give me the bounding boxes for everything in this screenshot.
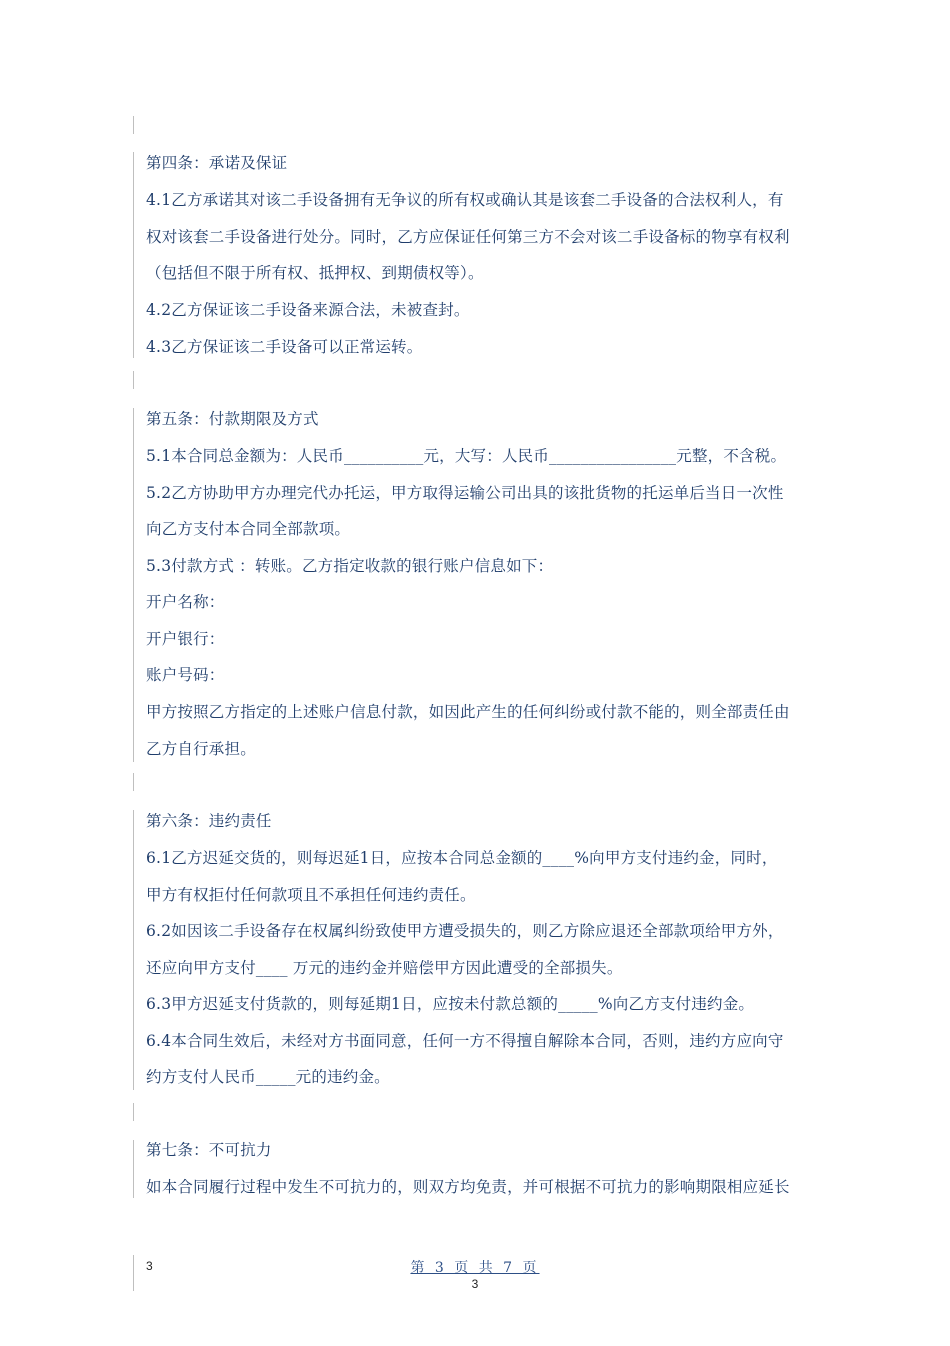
footer-page-indicator: 第 3 页 共 7 页 [410, 1260, 540, 1276]
article6-clause4-line1: 6.4本合同生效后，未经对方书面同意，任何一方不得擅自解除本合同，否则，违约方应向守 [146, 1032, 784, 1050]
article4-clause1-line3: （包括但不限于所有权、抵押权、到期债权等）。 [146, 264, 484, 282]
margin-bar [133, 1140, 134, 1198]
margin-bar [133, 371, 134, 389]
article6-clause2-line2: 还应向甲方支付____ 万元的违约金并赔偿甲方因此遭受的全部损失。 [146, 959, 623, 977]
article5-note-line1: 甲方按照乙方指定的上述账户信息付款，如因此产生的任何纠纷或付款不能的，则全部责任由 [146, 703, 790, 721]
article6-clause1-line1: 6.1乙方迟延交货的，则每迟延1日，应按本合同总金额的____%向甲方支付违约金，同时， [146, 849, 778, 867]
bank-label: 开户银行： [146, 630, 225, 648]
article5-clause3: 5.3付款方式 ：转账。乙方指定收款的银行账户信息如下： [146, 557, 554, 575]
article6-clause4-line2: 约方支付人民币_____元的违约金。 [146, 1068, 390, 1086]
article5-clause2-line2: 向乙方支付本合同全部款项。 [146, 520, 351, 538]
article7-title: 第七条：不可抗力 [146, 1141, 272, 1159]
article4-clause1-line2: 权对该套二手设备进行处分。同时，乙方应保证任何第三方不会对该二手设备标的物享有权利 [146, 228, 790, 246]
article7-clause-line1: 如本合同履行过程中发生不可抗力的，则双方均免责，并可根据不可抗力的影响期限相应延长 [146, 1178, 790, 1196]
article5-clause1: 5.1本合同总金额为：人民币__________元，大写：人民币________________元整，不含税。 [146, 447, 787, 465]
article4-clause1-line1: 4.1乙方承诺其对该二手设备拥有无争议的所有权或确认其是该套二手设备的合法权利人，有 [146, 191, 784, 209]
article4-clause2: 4.2乙方保证该二手设备来源合法，未被查封。 [146, 301, 470, 319]
article6-clause3: 6.3甲方迟延支付货款的，则每延期1日，应按未付款总额的_____%向乙方支付违约金。 [146, 995, 755, 1013]
margin-bar [133, 773, 134, 791]
article5-note-line2: 乙方自行承担。 [146, 740, 256, 758]
article5-clause2-line1: 5.2乙方协助甲方办理完代办托运，甲方取得运输公司出具的该批货物的托运单后当日一次性 [146, 484, 784, 502]
article6-clause1-line2: 甲方有权拒付任何款项且不承担任何违约责任。 [146, 886, 476, 904]
article6-clause2-line1: 6.2如因该二手设备存在权属纠纷致使甲方遭受损失的，则乙方除应退还全部款项给甲方外， [146, 922, 784, 940]
account-number-label: 账户号码： [146, 666, 225, 684]
footer-left-number: 3 [146, 1259, 153, 1273]
article5-title: 第五条：付款期限及方式 [146, 410, 319, 428]
margin-bar [133, 116, 134, 134]
footer-page-number: 3 [471, 1277, 479, 1291]
margin-bar [133, 408, 134, 762]
article4-title: 第四条：承诺及保证 [146, 154, 288, 172]
margin-bar [133, 810, 134, 1090]
account-name-label: 开户名称： [146, 593, 225, 611]
article4-clause3: 4.3乙方保证该二手设备可以正常运转。 [146, 338, 423, 356]
margin-bar [133, 152, 134, 358]
article6-title: 第六条：违约责任 [146, 812, 272, 830]
margin-bar [133, 1103, 134, 1121]
